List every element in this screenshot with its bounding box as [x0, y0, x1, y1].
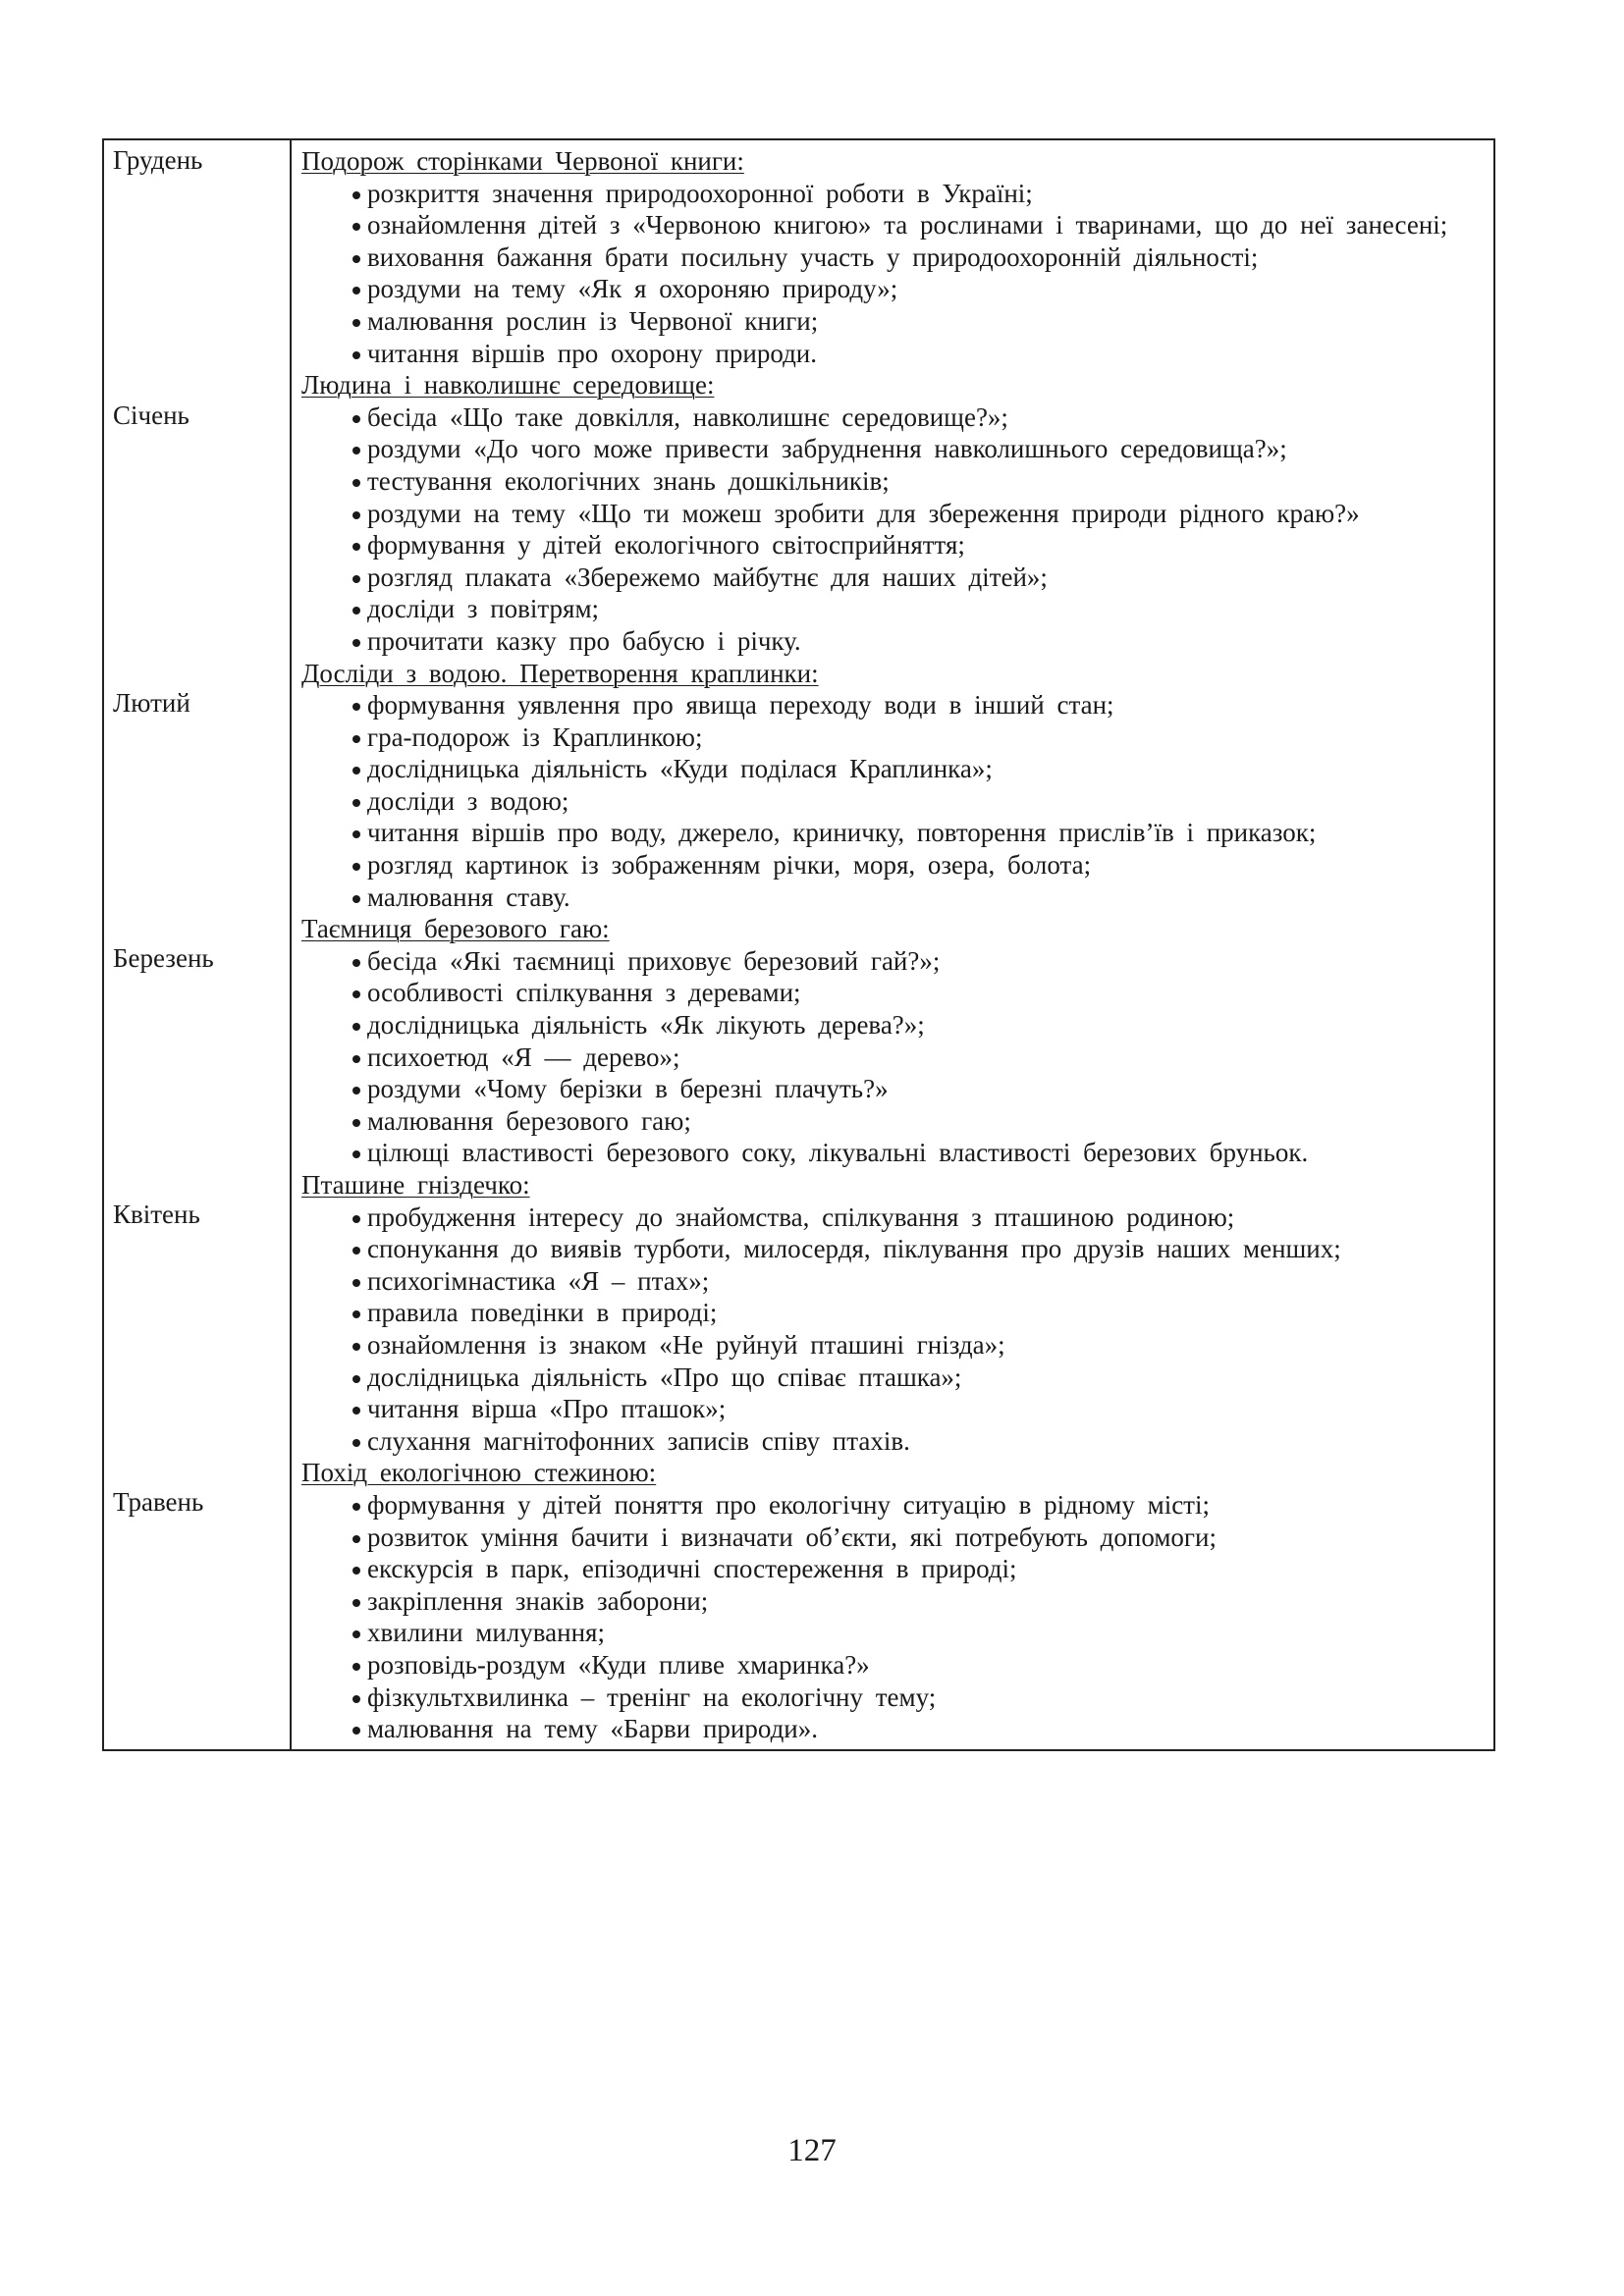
activity-list [301, 1489, 1486, 1745]
activity-list [301, 689, 1486, 913]
list-item: прочитати казку про бабусю і річку. [352, 625, 1486, 658]
list-item: розгляд картинок із зображенням річки, моря, озера, болота; [352, 849, 1486, 881]
list-item: правила поведінки в природі; [352, 1297, 1486, 1329]
section-topic: Людина і навколишнє середовище: [301, 370, 715, 400]
list-item: дослідницька діяльність «Куди поділася Краплинка»; [352, 753, 1486, 785]
month-label: Квітень [113, 1200, 200, 1229]
list-item: особливості спілкування з деревами; [352, 977, 1486, 1009]
list-item: хвилини милування; [352, 1617, 1486, 1649]
section-february [301, 658, 1486, 914]
activity-list [301, 178, 1486, 370]
list-item: пробудження інтересу до знайомства, спілкування з пташиною родиною; [352, 1201, 1486, 1234]
list-item: формування у дітей екологічного світосприйняття; [352, 529, 1486, 561]
list-item: ознайомлення дітей з «Червоною книгою» та рослинами і тваринами, що до неї занесені; [352, 209, 1486, 241]
activity-list [301, 401, 1486, 658]
list-item: роздуми «До чого може привести забруднення навколишнього середовища?»; [352, 433, 1486, 465]
list-item: психоетюд «Я — дерево»; [352, 1041, 1486, 1074]
page-number: 127 [787, 2133, 837, 2168]
list-item: слухання магнітофонних записів співу птахів. [352, 1425, 1486, 1458]
month-label: Січень [113, 400, 189, 430]
month-label: Грудень [113, 145, 203, 175]
list-item: малювання ставу. [352, 881, 1486, 914]
section-december [301, 145, 1486, 369]
list-item: малювання рослин із Червоної книги; [352, 305, 1486, 338]
month-label: Травень [113, 1487, 204, 1517]
section-topic: Таємниця березового гаю: [301, 914, 610, 944]
list-item: бесіда «Що таке довкілля, навколишнє середовище?»; [352, 401, 1486, 434]
section-topic: Похід екологічною стежиною: [301, 1458, 657, 1488]
list-item: роздуми на тему «Як я охороняю природу»; [352, 273, 1486, 305]
list-item: виховання бажання брати посильну участь у природоохоронній діяльності; [352, 241, 1486, 274]
list-item: гра-подорож із Краплинкою; [352, 721, 1486, 754]
activity-list [301, 1201, 1486, 1458]
section-topic: Подорож сторінками Червоної книги: [301, 146, 744, 176]
section-may [301, 1457, 1486, 1744]
list-item: дослідницька діяльність «Про що співає пташка»; [352, 1362, 1486, 1394]
list-item: дослідницька діяльність «Як лікують дерева?»; [352, 1009, 1486, 1041]
list-item: розвиток уміння бачити і визначати об’єкти, які потребують допомоги; [352, 1522, 1486, 1554]
list-item: малювання на тему «Барви природи». [352, 1713, 1486, 1745]
list-item: розгляд плаката «Збережемо майбутнє для наших дітей»; [352, 561, 1486, 594]
list-item: розкриття значення природоохоронної роботи в Україні; [352, 178, 1486, 210]
list-item: формування у дітей поняття про екологічну ситуацію в рідному місті; [352, 1489, 1486, 1522]
list-item: читання віршів про воду, джерело, криничку, повторення прислів’їв і приказок; [352, 817, 1486, 849]
list-item: розповідь-роздум «Куди пливе хмаринка?» [352, 1649, 1486, 1682]
list-item: читання віршів про охорону природи. [352, 338, 1486, 370]
section-april [301, 1169, 1486, 1457]
list-item: спонукання до виявів турботи, милосердя, піклування про друзів наших менших; [352, 1233, 1486, 1265]
list-item: досліди з повітрям; [352, 593, 1486, 625]
list-item: закріплення знаків заборони; [352, 1585, 1486, 1618]
list-item: бесіда «Які таємниці приховує березовий гай?»; [352, 945, 1486, 978]
month-column [104, 140, 292, 1749]
list-item: досліди з водою; [352, 785, 1486, 818]
month-label: Лютий [113, 688, 190, 718]
list-item: психогімнастика «Я – птах»; [352, 1265, 1486, 1298]
list-item: формування уявлення про явища переходу води в інший стан; [352, 689, 1486, 721]
list-item: читання вірша «Про пташок»; [352, 1393, 1486, 1425]
activity-list [301, 945, 1486, 1169]
list-item: тестування екологічних знань дошкільників; [352, 465, 1486, 498]
section-topic: Пташине гніздечко: [301, 1170, 530, 1200]
list-item: роздуми на тему «Що ти можеш зробити для збереження природи рідного краю?» [352, 498, 1486, 530]
plan-table [102, 138, 1495, 1751]
section-january [301, 369, 1486, 657]
section-topic: Досліди з водою. Перетворення краплинки: [301, 658, 819, 688]
list-item: роздуми «Чому берізки в березні плачуть?» [352, 1073, 1486, 1105]
list-item: екскурсія в парк, епізодичні спостереження в природі; [352, 1553, 1486, 1585]
section-march [301, 913, 1486, 1169]
list-item: малювання березового гаю; [352, 1105, 1486, 1138]
list-item: цілющі властивості березового соку, лікувальні властивості березових бруньок. [352, 1137, 1486, 1169]
content-column [292, 140, 1493, 1749]
month-label: Березень [113, 943, 214, 973]
list-item: ознайомлення із знаком «Не руйнуй пташині гнізда»; [352, 1329, 1486, 1362]
list-item: фізкультхвилинка – тренінг на екологічну тему; [352, 1682, 1486, 1714]
